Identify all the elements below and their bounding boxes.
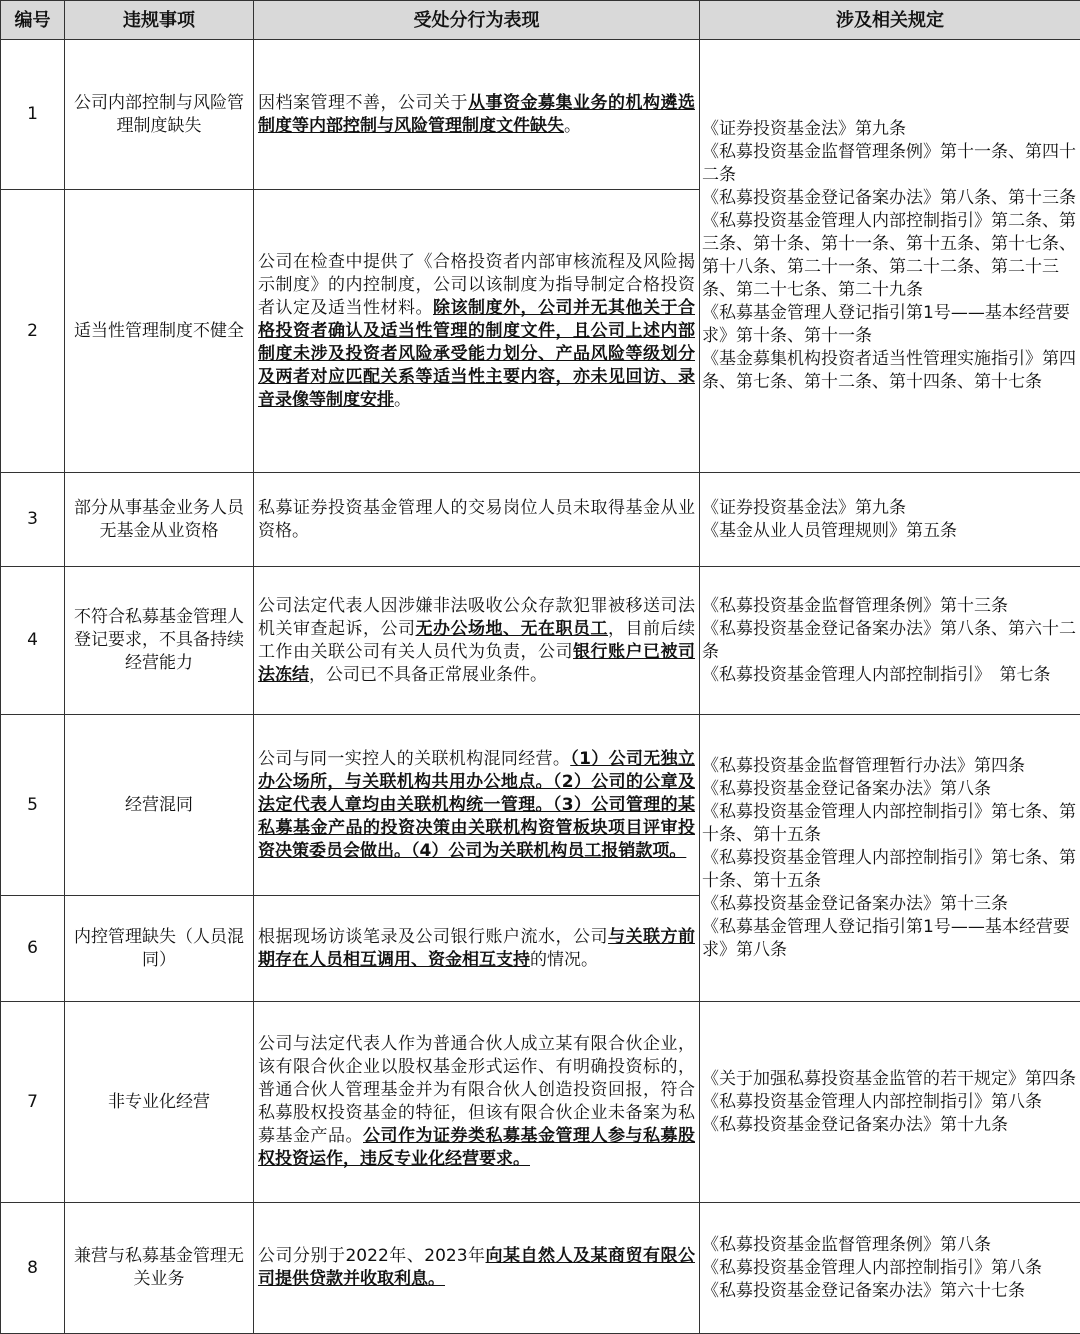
regulation-refs xyxy=(700,473,1080,567)
desc-text: 私募证券投资基金管理人的交易岗位人员未取得基金从业资格。 xyxy=(258,497,695,541)
regulation-refs xyxy=(700,40,1080,473)
desc-text: 公司与同一实控人的关联机构混同经营。 xyxy=(258,748,571,769)
header-behavior: 受处分行为表现 xyxy=(254,1,700,40)
highlighted-text: 向某自然人及某商贸有限公司提供贷款并收取利息。 xyxy=(258,1246,695,1289)
table-row xyxy=(1,40,1080,190)
regulation-text: 《证券投资基金法》第九条 《基金从业人员管理规则》第五条 xyxy=(702,497,957,541)
regulation-text: 《私募投资基金监督管理条例》第八条 《私募投资基金管理人内部控制指引》第八条 《私募投资基金登记备案办法》第六十七条 xyxy=(702,1234,1042,1301)
regulation-text: 《关于加强私募投资基金监管的若干规定》第四条 《私募投资基金管理人内部控制指引》第八条 《私募投资基金登记备案办法》第十九条 xyxy=(702,1068,1076,1135)
table-header-row xyxy=(1,1,1080,40)
regulation-text: 《私募投资基金监督管理条例》第十三条 《私募投资基金登记备案办法》第八条、第六十二条 《私募投资基金管理人内部控制指引》 第七条 xyxy=(702,595,1076,685)
regulation-refs xyxy=(700,715,1080,1002)
desc-text: ，目前后续工作由关联公司有关人员代为负责，公司 xyxy=(258,618,695,662)
desc-text: 公司法定代表人因涉嫌非法吸收公众存款犯罪被移送司法机关审查起诉，公司 xyxy=(258,595,695,639)
header-regulations: 涉及相关规定 xyxy=(700,1,1080,40)
row-number: 7 xyxy=(1,1002,65,1203)
regulation-text: 《私募投资基金监督管理暂行办法》第四条 《私募投资基金登记备案办法》第八条 《私募投资基金管理人内部控制指引》第七条、第十条、第十五条 《私募投资基金管理人内部控制指引》第七条、第十条、第十五条 《私募投资基金登记备案办法》第十三条 《私募基金管理人登记指引第1号——基本经营要求》第八条 xyxy=(702,755,1076,960)
row-number: 4 xyxy=(1,567,65,715)
violation-item: 不符合私募基金管理人登记要求，不具备持续经营能力 xyxy=(65,567,254,715)
desc-text: 公司在检查中提供了《合格投资者内部审核流程及风险揭示制度》的内控制度，公司以该制度为指导制定合格投资者认定及适当性材料。 xyxy=(258,251,695,318)
row-number: 8 xyxy=(1,1203,65,1334)
desc-text: 。 xyxy=(394,389,411,410)
desc-text: 公司分别于2022年、2023年 xyxy=(258,1246,486,1266)
desc-text: 根据现场访谈笔录及公司银行账户流水，公司 xyxy=(258,926,608,947)
highlighted-text: （1）公司无独立办公场所，与关联机构共用办公地点。（2）公司的公章及法定代表人章均由关联机构统一管理。（3）公司管理的某私募基金产品的投资决策由关联机构资管板块项目评审投资决策委员会做出。（4）公司为关联机构员工报销款项。 xyxy=(258,748,695,861)
desc-text: 因档案管理不善，公司关于 xyxy=(258,92,468,113)
desc-text: 。 xyxy=(564,115,581,136)
desc-text: 的情况。 xyxy=(530,949,598,970)
behavior-desc xyxy=(254,40,700,190)
desc-text: ，公司已不具备正常展业条件。 xyxy=(309,664,547,685)
highlighted-text: 无办公场地、无在职员工 xyxy=(415,618,608,639)
desc-text: 公司与法定代表人作为普通合伙人成立某有限合伙企业，该有限合伙企业以股权基金形式运作、有明确投资标的，普通合伙人管理基金并为有限合伙人创造投资回报，符合私募股权投资基金的特征，但该有限合伙企业未备案为私募基金产品。 xyxy=(258,1034,695,1146)
behavior-desc xyxy=(254,715,700,896)
table-row xyxy=(1,567,1080,715)
table-row xyxy=(1,1203,1080,1334)
violation-item: 非专业化经营 xyxy=(65,1002,254,1203)
highlighted-text: 从事资金募集业务的机构遴选制度等内部控制与风险管理制度文件缺失 xyxy=(258,92,695,136)
behavior-desc xyxy=(254,190,700,473)
violation-item: 兼营与私募基金管理无关业务 xyxy=(65,1203,254,1334)
violation-item: 公司内部控制与风险管理制度缺失 xyxy=(65,40,254,190)
regulation-refs xyxy=(700,1002,1080,1203)
header-violation: 违规事项 xyxy=(65,1,254,40)
row-number: 1 xyxy=(1,40,65,190)
behavior-desc xyxy=(254,1002,700,1203)
violation-item: 经营混同 xyxy=(65,715,254,896)
header-number: 编号 xyxy=(1,1,65,40)
behavior-desc xyxy=(254,473,700,567)
violation-item: 内控管理缺失（人员混同） xyxy=(65,896,254,1002)
highlighted-text: 与关联方前期存在人员相互调用、资金相互支持 xyxy=(258,926,695,970)
highlighted-text: 公司作为证券类私募基金管理人参与私募股权投资运作，违反专业化经营要求。 xyxy=(258,1126,695,1169)
row-number: 3 xyxy=(1,473,65,567)
regulation-refs xyxy=(700,1203,1080,1334)
behavior-desc xyxy=(254,896,700,1002)
table-row xyxy=(1,473,1080,567)
table-row xyxy=(1,715,1080,896)
highlighted-text: 除该制度外，公司并无其他关于合格投资者确认及适当性管理的制度文件，且公司上述内部制度未涉及投资者风险承受能力划分、产品风险等级划分及两者对应匹配关系等适当性主要内容，亦未见回访、录音录像等制度安排 xyxy=(258,297,695,410)
violation-item: 适当性管理制度不健全 xyxy=(65,190,254,473)
regulation-text: 《证券投资基金法》第九条 《私募投资基金监督管理条例》第十一条、第四十二条 《私募投资基金登记备案办法》第八条、第十三条 《私募投资基金管理人内部控制指引》第二条、第三条、第十条、第十一条、第十五条、第十七条、第十八条、第二十一条、第二十二条、第二十三条、第二十七条、第二十九条 《私募基金管理人登记指引第1号——基本经营要求》第十条、第十一条 《基金募集机构投资者适当性管理实施指引》第四条、第七条、第十二条、第十四条、第十七条 xyxy=(702,119,1076,392)
row-number: 6 xyxy=(1,896,65,1002)
highlighted-text: 银行账户已被司法冻结 xyxy=(258,641,695,685)
table-row xyxy=(1,1002,1080,1203)
row-number: 2 xyxy=(1,190,65,473)
behavior-desc xyxy=(254,1203,700,1334)
regulation-refs xyxy=(700,567,1080,715)
violation-item: 部分从事基金业务人员无基金从业资格 xyxy=(65,473,254,567)
row-number: 5 xyxy=(1,715,65,896)
behavior-desc xyxy=(254,567,700,715)
